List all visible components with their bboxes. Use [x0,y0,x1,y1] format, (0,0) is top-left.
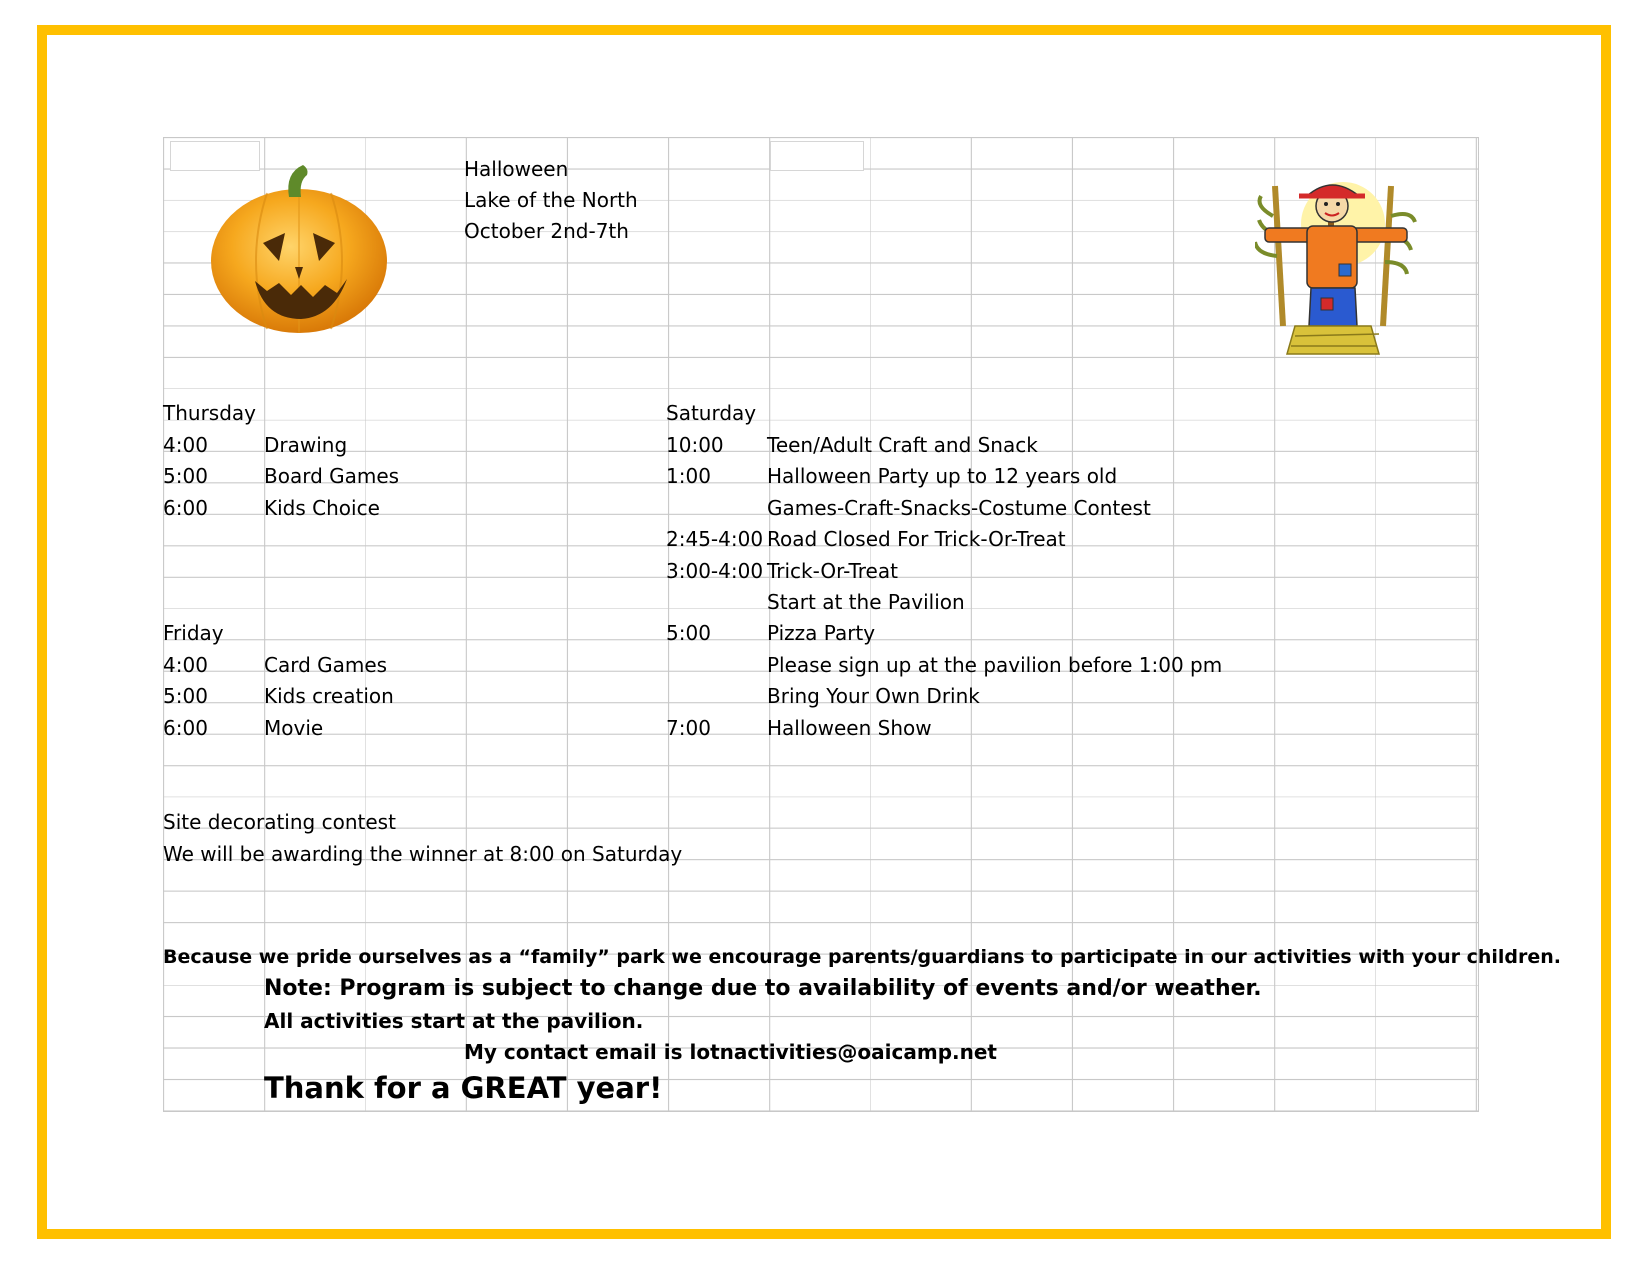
thank-you-message: Thank for a GREAT year! [264,1071,663,1105]
schedule-activity: Drawing [264,433,348,457]
schedule-time: 3:00-4:00 [666,559,764,583]
empty-cell-box [770,141,864,171]
schedule-time: 6:00 [163,496,208,520]
campground-name: Lake of the North [464,188,638,212]
schedule-activity: Start at the Pavilion [767,590,965,614]
schedule-time: 1:00 [666,464,711,488]
family-park-message: Because we pride ourselves as a “family” park we encourage parents/guardians to participate in our activities with your children. [163,946,1562,968]
scarecrow-icon [1255,176,1417,358]
schedule-time: 5:00 [666,621,711,645]
schedule-activity: Road Closed For Trick-Or-Treat [767,527,1066,551]
schedule-activity: Bring Your Own Drink [767,684,980,708]
schedule-activity: Card Games [264,653,388,677]
schedule-activity: Games-Craft-Snacks-Costume Contest [767,496,1151,520]
schedule-time: 6:00 [163,716,208,740]
schedule-activity: Halloween Show [767,716,932,740]
schedule-time: 4:00 [163,653,208,677]
schedule-activity: Board Games [264,464,400,488]
schedule-time: 5:00 [163,464,208,488]
schedule-activity: Movie [264,716,324,740]
event-dates: October 2nd-7th [464,219,629,243]
schedule-activity: Trick-Or-Treat [767,559,898,583]
day-heading-thursday: Thursday [163,401,256,425]
schedule-time: 2:45-4:00 [666,527,764,551]
event-title: Halloween [464,157,569,181]
day-heading-saturday: Saturday [666,401,757,425]
schedule-time: 7:00 [666,716,711,740]
schedule-time: 4:00 [163,433,208,457]
schedule-activity: Kids Choice [264,496,380,520]
pavilion-note: All activities start at the pavilion. [264,1009,644,1033]
schedule-activity: Teen/Adult Craft and Snack [767,433,1038,457]
contact-email: My contact email is lotnactivities@oaicamp.net [464,1040,997,1064]
program-change-note: Note: Program is subject to change due to availability of events and/or weather. [264,976,1262,1001]
schedule-time: 5:00 [163,684,208,708]
schedule-activity: Kids creation [264,684,394,708]
schedule-time: 10:00 [666,433,724,457]
schedule-activity: Please sign up at the pavilion before 1:00 pm [767,653,1223,677]
contest-detail: We will be awarding the winner at 8:00 on Saturday [163,842,683,866]
schedule-activity: Pizza Party [767,621,876,645]
schedule-activity: Halloween Party up to 12 years old [767,464,1118,488]
pumpkin-icon [205,163,393,333]
contest-title: Site decorating contest [163,810,396,834]
day-heading-friday: Friday [163,621,224,645]
